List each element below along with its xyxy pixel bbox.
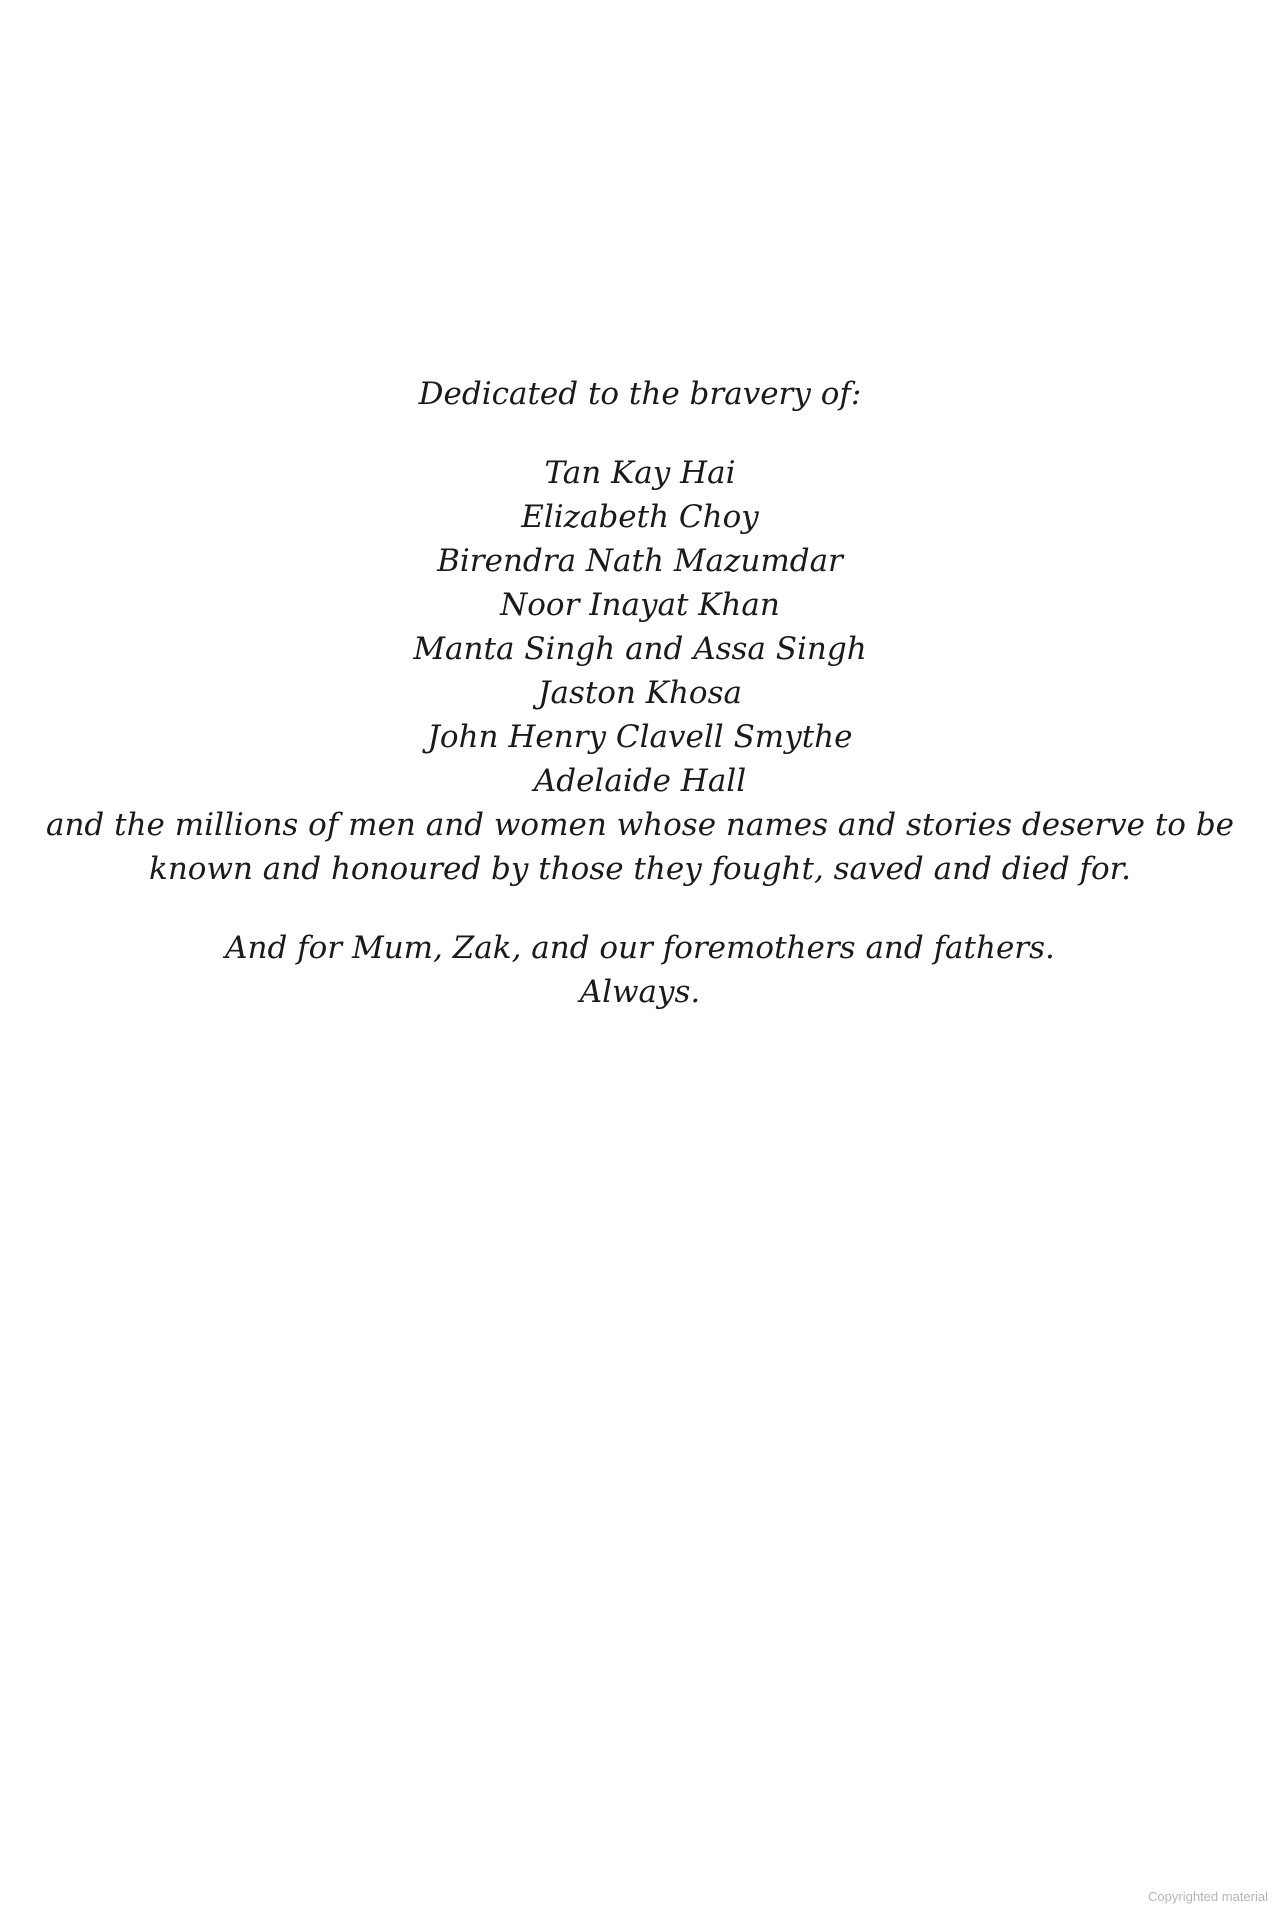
honoree-name: Noor Inayat Khan: [500, 587, 780, 623]
closing-line: Always.: [579, 974, 701, 1010]
closing-line: And for Mum, Zak, and our foremothers and fathers.: [225, 930, 1055, 966]
tribute-line: known and honoured by those they fought, saved and died for.: [149, 851, 1131, 887]
honoree-name: John Henry Clavell Smythe: [427, 719, 853, 755]
dedication-block: [0, 372, 1280, 1014]
honoree-name: Tan Kay Hai: [544, 455, 736, 491]
honoree-list: [0, 451, 1280, 803]
honoree-name: Jaston Khosa: [538, 675, 742, 711]
honoree-name: Adelaide Hall: [533, 763, 747, 799]
honoree-name: Elizabeth Choy: [521, 499, 759, 535]
copyright-watermark: Copyrighted material: [1148, 1889, 1268, 1904]
honoree-name: Birendra Nath Mazumdar: [437, 543, 843, 579]
tribute-line: and the millions of men and women whose names and stories deserve to be: [45, 807, 1235, 843]
honoree-name: Manta Singh and Assa Singh: [413, 631, 867, 667]
dedication-intro: Dedicated to the bravery of:: [418, 376, 862, 412]
